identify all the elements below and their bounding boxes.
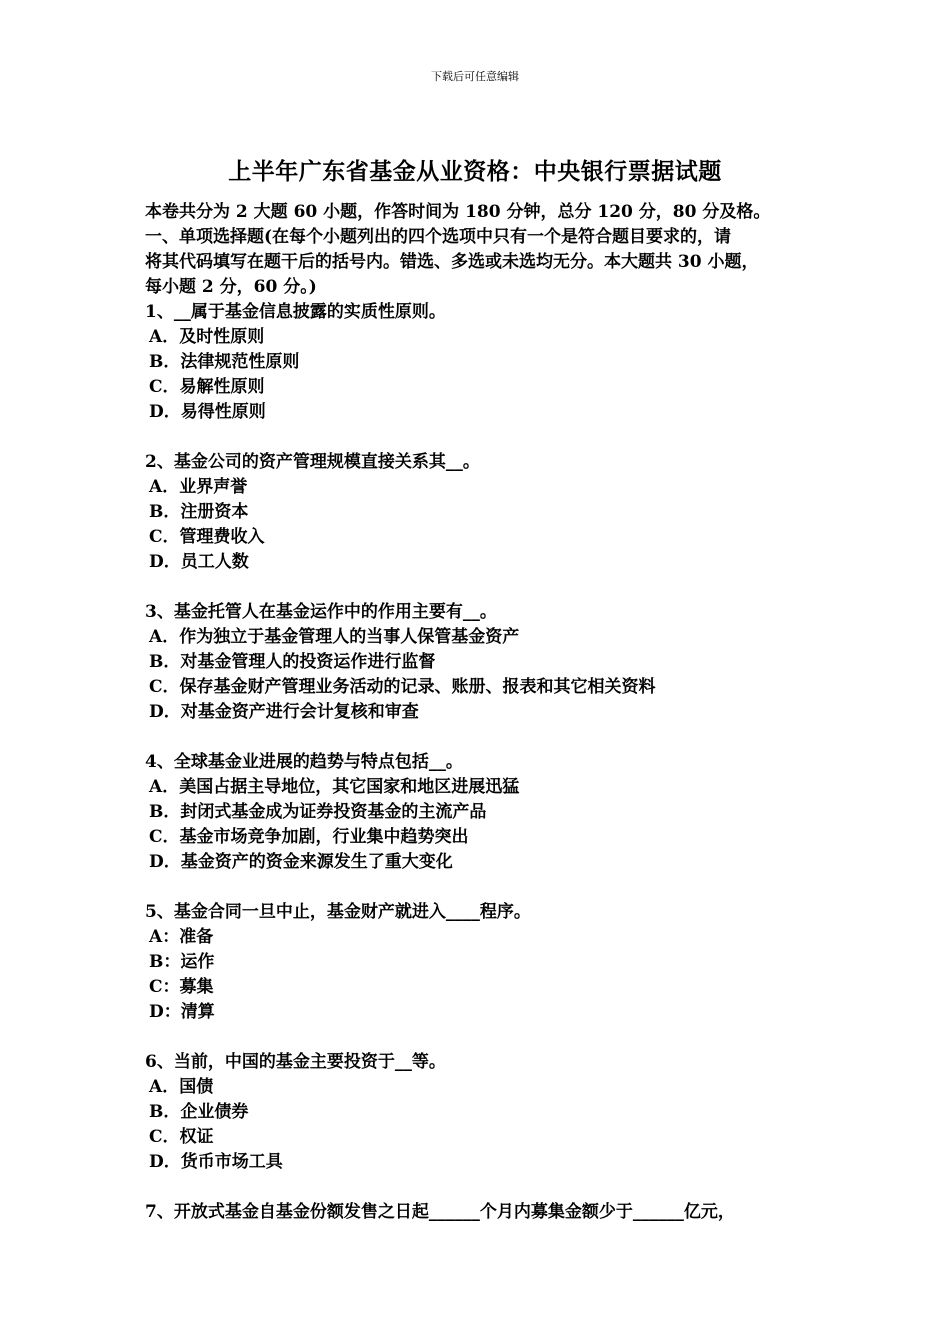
option-d: D．对基金资产进行会计复核和审查 — [149, 702, 419, 722]
exam-intro — [145, 200, 825, 300]
header-note: 下载后可任意编辑 — [431, 70, 519, 83]
option-c: C．权证 — [149, 1127, 214, 1147]
option-list — [145, 1075, 825, 1175]
option-d: D．员工人数 — [149, 552, 249, 572]
question-text: 7、开放式基金自基金份额发售之日起______个月内募集金额少于______亿元， — [145, 1202, 735, 1222]
option-c: C．易解性原则 — [149, 377, 265, 397]
document-body — [145, 200, 825, 1250]
option-c: C．保存基金财产管理业务活动的记录、账册、报表和其它相关资料 — [149, 677, 656, 697]
option-d: D．货币市场工具 — [149, 1152, 283, 1172]
section-heading-cont: 每小题 2 分，60 分。) — [145, 277, 317, 297]
question-text: 2、基金公司的资产管理规模直接关系其__。 — [145, 452, 480, 472]
question-text: 4、全球基金业进展的趋势与特点包括__。 — [145, 752, 463, 772]
question-4 — [145, 750, 825, 875]
option-list — [145, 325, 825, 425]
question-2 — [145, 450, 825, 575]
option-a: A．作为独立于基金管理人的当事人保管基金资产 — [149, 627, 520, 647]
option-a: A．国债 — [149, 1077, 214, 1097]
section-heading-cont: 将其代码填写在题干后的括号内。错选、多选或未选均无分。本大题共 30 小题， — [145, 252, 759, 272]
section-heading: 一、单项选择题(在每个小题列出的四个选项中只有一个是符合题目要求的，请 — [145, 227, 732, 247]
option-a: A．美国占据主导地位，其它国家和地区进展迅猛 — [149, 777, 520, 797]
option-a: A．业界声誉 — [149, 477, 248, 497]
option-c: C．管理费收入 — [149, 527, 265, 547]
option-a: A：准备 — [149, 927, 214, 947]
option-list — [145, 625, 825, 725]
option-b: B．企业债券 — [149, 1102, 249, 1122]
option-list — [145, 775, 825, 875]
question-text: 1、__属于基金信息披露的实质性原则。 — [145, 302, 446, 322]
question-text: 6、当前，中国的基金主要投资于__等。 — [145, 1052, 446, 1072]
question-3 — [145, 600, 825, 725]
intro-line: 本卷共分为 2 大题 60 小题，作答时间为 180 分钟，总分 120 分，80 分及格。 — [145, 202, 771, 222]
option-c: C：募集 — [149, 977, 214, 997]
option-d: D．易得性原则 — [149, 402, 266, 422]
question-7 — [145, 1200, 825, 1225]
option-b: B．法律规范性原则 — [149, 352, 300, 372]
option-list — [145, 925, 825, 1025]
option-b: B．注册资本 — [149, 502, 249, 522]
option-d: D．基金资产的资金来源发生了重大变化 — [149, 852, 453, 872]
option-b: B：运作 — [149, 952, 215, 972]
page-title: 上半年广东省基金从业资格：中央银行票据试题 — [228, 158, 722, 185]
question-5 — [145, 900, 825, 1025]
option-b: B．封闭式基金成为证券投资基金的主流产品 — [149, 802, 487, 822]
question-6 — [145, 1050, 825, 1175]
option-a: A．及时性原则 — [149, 327, 265, 347]
question-text: 3、基金托管人在基金运作中的作用主要有__。 — [145, 602, 497, 622]
option-c: C．基金市场竞争加剧，行业集中趋势突出 — [149, 827, 469, 847]
option-b: B．对基金管理人的投资运作进行监督 — [149, 652, 436, 672]
option-list — [145, 475, 825, 575]
question-1 — [145, 300, 825, 425]
question-text: 5、基金合同一旦中止，基金财产就进入____程序。 — [145, 902, 531, 922]
option-d: D：清算 — [149, 1002, 215, 1022]
